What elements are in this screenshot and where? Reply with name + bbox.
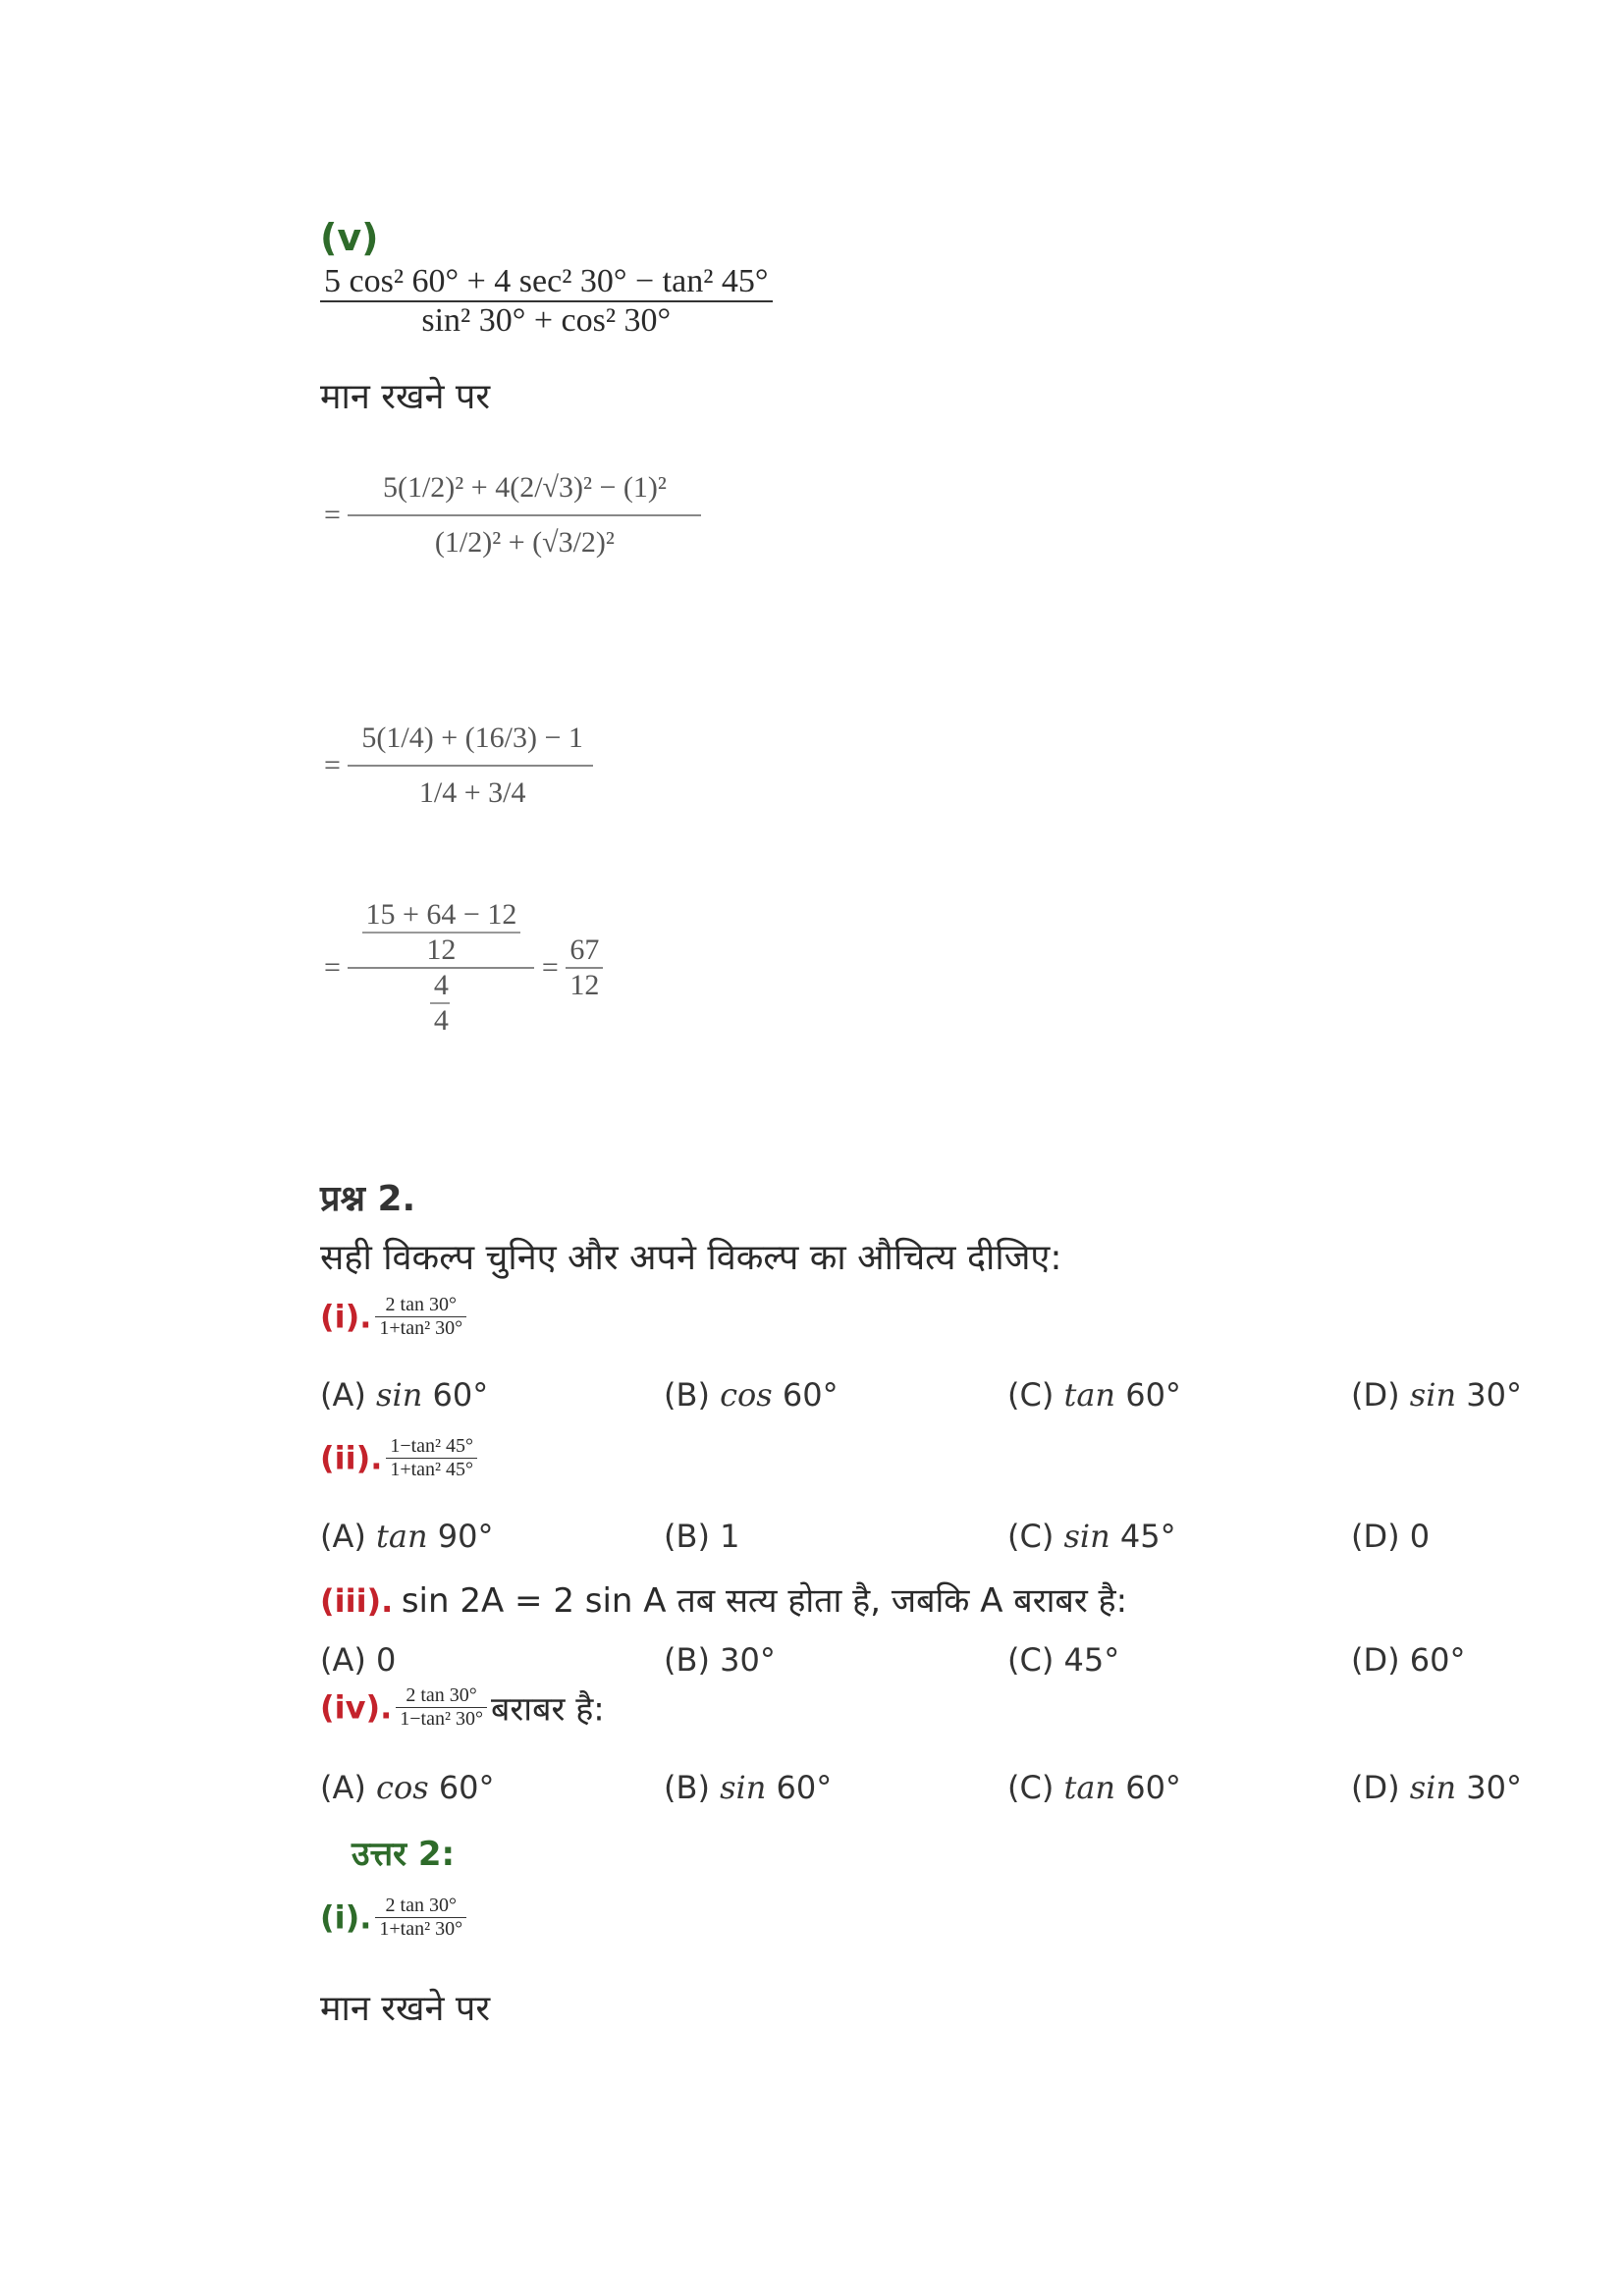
question-item-iv (320, 1684, 605, 1731)
question-instruction: सही विकल्प चुनिए और अपने विकल्प का औचित्य दीजिए: (320, 1238, 1062, 1278)
answer-substitute-text: मान रखने पर (320, 1989, 491, 2029)
option-i-b[interactable]: (B) cos 60° (664, 1376, 839, 1414)
option-i-d[interactable]: (D) sin 30° (1351, 1376, 1522, 1414)
option-iv-d[interactable]: (D) sin 30° (1351, 1769, 1522, 1806)
option-iv-a[interactable]: (A) cos 60° (320, 1769, 495, 1806)
item-numerator: 2 tan 30° (406, 1684, 477, 1706)
step-2-numerator: 5(1/4) + (16/3) − 1 (361, 721, 583, 754)
step-2: = $\frac{5(1/4) + (16/3) - 1}{1/4 + 3/4}$ (324, 712, 597, 820)
option-ii-b[interactable]: (B) 1 (664, 1518, 740, 1555)
item-numerator: 2 tan 30° (385, 1294, 457, 1315)
option-ii-c[interactable]: (C) sin 45° (1007, 1518, 1176, 1555)
item-denominator: 1−tan² 30° (400, 1708, 483, 1730)
item-label: (iii). (320, 1582, 394, 1620)
expression-denominator: sin² 30° + cos² 30° (421, 302, 672, 339)
answer-numerator: 2 tan 30° (385, 1895, 457, 1916)
part-label: (v) (320, 216, 379, 259)
question-item-iii (320, 1576, 1127, 1622)
item-label: (iv). (320, 1688, 393, 1727)
item-suffix: बराबर है: (490, 1689, 605, 1730)
step-1-denominator: (1/2)² + (√3/2)² (434, 526, 615, 559)
answer-item-i (320, 1895, 466, 1941)
result-denominator: 12 (569, 969, 600, 1001)
answer-denominator: 1+tan² 30° (379, 1918, 463, 1940)
option-iv-b[interactable]: (B) sin 60° (664, 1769, 833, 1806)
option-i-c[interactable]: (C) tan 60° (1007, 1376, 1181, 1414)
step-3-num-top: 15 + 64 − 12 (365, 898, 517, 931)
option-iii-a[interactable]: (A) 0 (320, 1641, 397, 1679)
option-iii-c[interactable]: (C) 45° (1007, 1641, 1120, 1679)
option-i-a[interactable]: (A) sin 60° (320, 1376, 489, 1414)
option-iv-c[interactable]: (C) tan 60° (1007, 1769, 1181, 1806)
expression-numerator: 5 cos² 60° + 4 sec² 30° − tan² 45° (324, 263, 769, 299)
step-2-denominator: 1/4 + 3/4 (418, 776, 526, 809)
question-title: प्रश्न 2. (320, 1179, 416, 1219)
item-label: (i). (320, 1298, 372, 1336)
option-ii-d[interactable]: (D) 0 (1351, 1518, 1431, 1555)
result-numerator: 67 (569, 934, 600, 966)
main-expression (320, 263, 773, 340)
item-denominator: 1+tan² 30° (379, 1317, 463, 1339)
question-item-ii (320, 1435, 477, 1481)
option-iii-d[interactable]: (D) 60° (1351, 1641, 1466, 1679)
option-ii-a[interactable]: (A) tan 90° (320, 1518, 494, 1555)
step-3-num-bottom: 12 (426, 934, 457, 966)
step-3-den-bottom: 4 (433, 1004, 449, 1037)
step-1-numerator: 5(1/2)² + 4(2/√3)² − (1)² (382, 471, 667, 504)
answer-item-label: (i). (320, 1898, 372, 1937)
item-denominator: 1+tan² 45° (390, 1459, 474, 1480)
item-label: (ii). (320, 1439, 383, 1477)
item-numerator: 1−tan² 45° (390, 1435, 474, 1457)
option-iii-b[interactable]: (B) 30° (664, 1641, 776, 1679)
substitute-text: मान रखने पर (320, 377, 491, 417)
answer-title: उत्तर 2: (352, 1835, 456, 1874)
item-text: sin 2A = 2 sin A तब सत्य होता है, जबकि A बराबर है: (401, 1581, 1128, 1621)
step-1: = $\frac{\text{5(1/2)² + 4(2/√3)² − (1)²}}{\text{(1/2)² + (√3/2)²}}$ (324, 461, 701, 569)
step-3-den-top: 4 (433, 969, 449, 1001)
step-3: = $\frac{\frac{15 + 64 - 12}{12}}{\frac{4}{4}}$ = $\frac{67}{12}$ (324, 898, 603, 1038)
question-item-i (320, 1294, 466, 1340)
